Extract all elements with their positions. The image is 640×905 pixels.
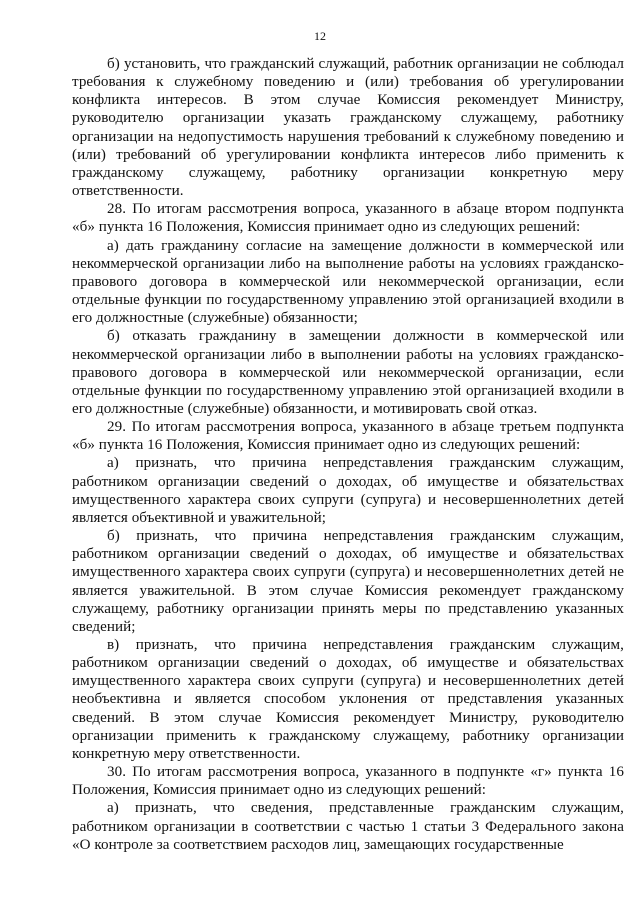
- paragraph-28a: а) дать гражданину согласие на замещение должности в коммерческой или некоммерческой организации либо на выполнение работы на условиях гражданско-правового договора в коммерческой или некоммерческой организации, если отдельные функции по государственному управлению этой организацией входили в его должностные (служебные) обязанности;: [72, 237, 624, 327]
- paragraph-27b: б) установить, что гражданский служащий, работник организации не соблюдал требования к служебному поведению и (или) требования об урегулировании конфликта интересов. В этом случае Комиссия рекомендует Министру, руководителю организации указать гражданскому служащему, работнику организации на недопустимость нарушения требований к служебному поведению и (или) требований об урегулировании конфликта интересов либо применить к гражданскому служащему, работнику организации конкретную меру ответственности.: [72, 56, 624, 200]
- paragraph-29b: б) признать, что причина непредставления гражданским служащим, работником организации сведений о доходах, об имуществе и обязательствах имущественного характера своих супруги (супруга) и несовершеннолетних детей не является уважительной. В этом случае Комиссия рекомендует гражданскому служащему, работнику организации принять меры по представлению указанных сведений;: [72, 528, 624, 635]
- paragraph-29: 29. По итогам рассмотрения вопроса, указанного в абзаце третьем подпункта «б» пункта 16 Положения, Комиссия принимает одно из следующих решений:: [72, 419, 624, 454]
- paragraph-29c: в) признать, что причина непредставления гражданским служащим, работником организации сведений о доходах, об имуществе и обязательствах имущественного характера своих супруги (супруга) и несовершеннолетних детей необъективна и является способом уклонения от представления указанных сведений. В этом случае Комиссия рекомендует Министру, руководителю организации применить к гражданскому служащему, работнику организации конкретную меру ответственности.: [72, 637, 624, 762]
- paragraph-29a: а) признать, что причина непредставления гражданским служащим, работником организации сведений о доходах, об имуществе и обязательствах имущественного характера своих супруги (супруга) и несовершеннолетних детей является объективной и уважительной;: [72, 455, 624, 526]
- paragraph-30: 30. По итогам рассмотрения вопроса, указанного в подпункте «г» пункта 16 Положения, Комиссия принимает одно из следующих решений:: [72, 764, 624, 799]
- paragraph-28b: б) отказать гражданину в замещении должности в коммерческой или некоммерческой организации либо в выполнении работы на условиях гражданско-правового договора в коммерческой или некоммерческой организации, если отдельные функции по государственному управлению этой организацией входили в его должностные (служебные) обязанности, и мотивировать свой отказ.: [72, 328, 624, 417]
- paragraph-30a: а) признать, что сведения, представленные гражданским служащим, работником организации в соответствии с частью 1 статьи 3 Федерального закона «О контроле за соответствием расходов лиц, замещающих государственные: [72, 800, 624, 853]
- page-number: 12: [314, 29, 326, 43]
- document-body: [72, 55, 624, 854]
- paragraph-28: 28. По итогам рассмотрения вопроса, указанного в абзаце втором подпункта «б» пункта 16 Положения, Комиссия принимает одно из следующих решений:: [72, 201, 624, 236]
